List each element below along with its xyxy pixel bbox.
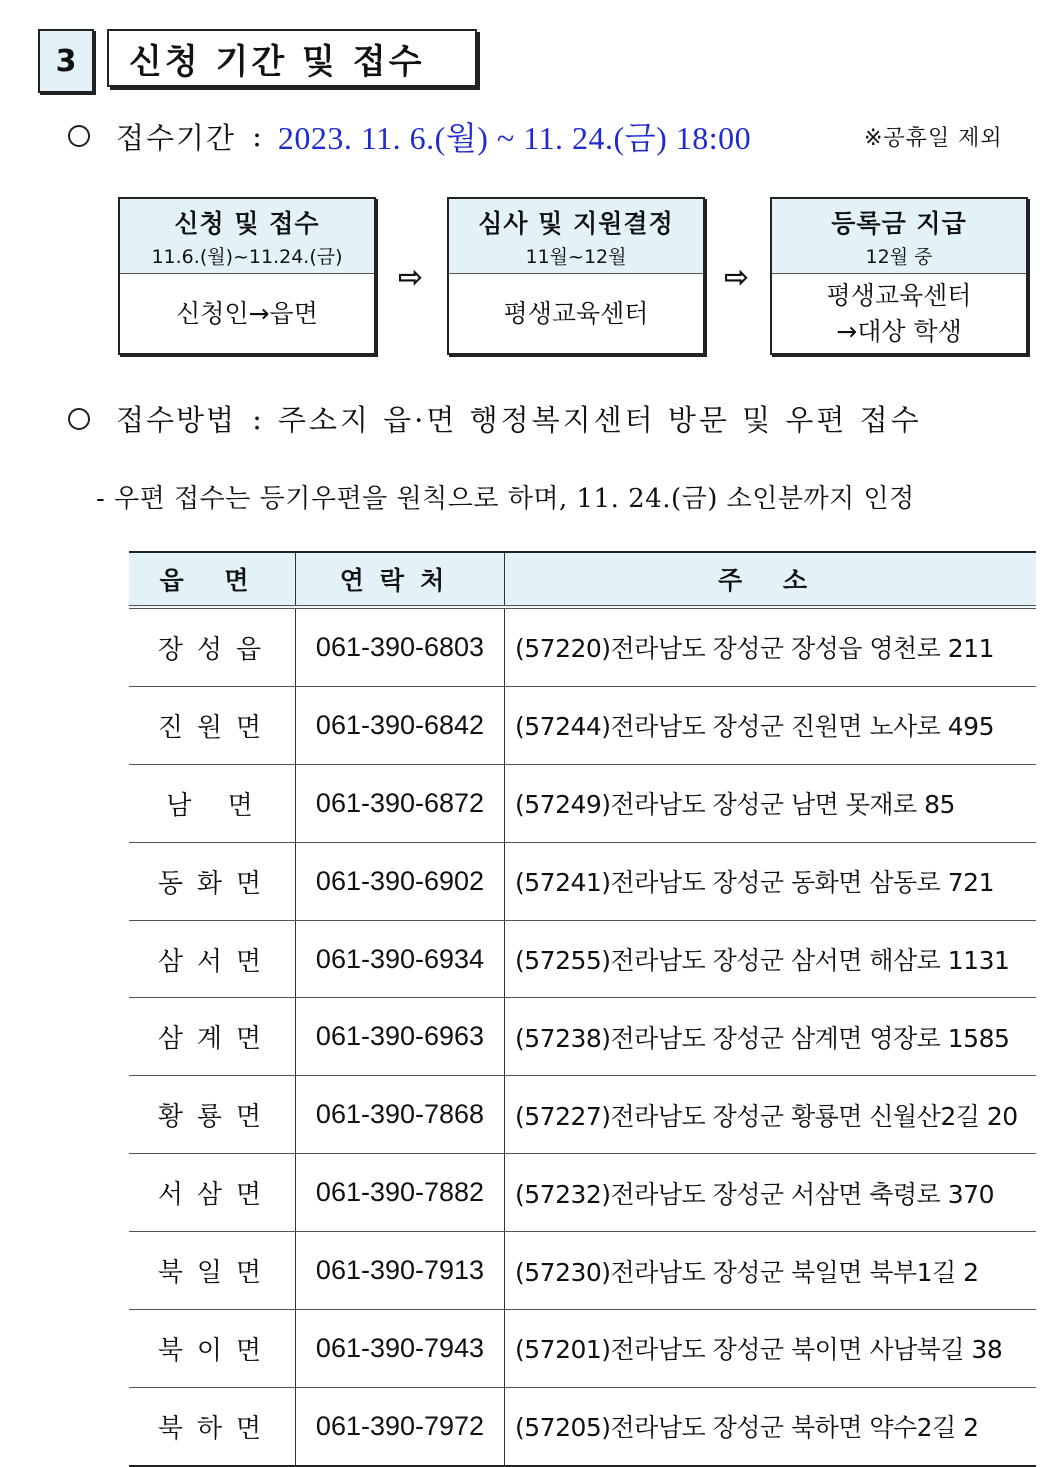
header-name: 읍 면: [129, 552, 296, 607]
row-name: 북하면: [129, 1387, 296, 1465]
row-phone: 061-390-7868: [296, 1076, 505, 1154]
row-address: (57238)전라남도 장성군 삼계면 영장로 1585: [505, 998, 1037, 1076]
process-step-title: 등록금 지급: [831, 208, 967, 238]
table-row: [129, 1232, 1036, 1310]
row-name: 삼서면: [129, 920, 296, 998]
table-row: [129, 842, 1036, 920]
row-name: 서삼면: [129, 1154, 296, 1232]
row-address: (57241)전라남도 장성군 동화면 삼동로 721: [505, 842, 1037, 920]
row-phone: 061-390-6842: [296, 686, 505, 764]
table-row: [129, 1154, 1036, 1232]
row-phone: 061-390-7972: [296, 1387, 505, 1465]
method-colon: :: [252, 401, 262, 436]
process-step-review: [447, 197, 705, 355]
right-arrow-icon: ⇨: [398, 260, 424, 295]
row-name: 진원면: [129, 686, 296, 764]
row-address: (57255)전라남도 장성군 삼서면 해삼로 1131: [505, 920, 1037, 998]
period-label: 접수기간: [116, 120, 237, 155]
row-phone: 061-390-6872: [296, 764, 505, 842]
row-name: 장성읍: [129, 607, 296, 686]
row-address: (57205)전라남도 장성군 북하면 약수2길 2: [505, 1387, 1037, 1465]
method-line: [68, 398, 922, 439]
process-step-body: 평생교육센터: [503, 299, 649, 328]
row-address: (57244)전라남도 장성군 진원면 노사로 495: [505, 686, 1037, 764]
circle-bullet-icon: [68, 408, 90, 430]
row-name: 북이면: [129, 1310, 296, 1388]
process-step-body: 신청인→읍면: [176, 299, 318, 328]
period-line: [68, 113, 751, 159]
table-row: [129, 1076, 1036, 1154]
process-step-date: 12월 중: [865, 245, 933, 268]
circle-bullet-icon: [68, 125, 90, 147]
row-name: 황룡면: [129, 1076, 296, 1154]
section-number: 3: [38, 29, 94, 93]
row-phone: 061-390-7943: [296, 1310, 505, 1388]
row-name: 북일면: [129, 1232, 296, 1310]
row-phone: 061-390-7913: [296, 1232, 505, 1310]
process-step-body: 평생교육센터 →대상 학생: [826, 281, 972, 346]
contact-table: [129, 551, 1036, 1467]
row-phone: 061-390-6934: [296, 920, 505, 998]
process-step-apply: [118, 197, 376, 355]
table-header-row: [129, 552, 1036, 607]
process-step-date: 11월~12월: [525, 245, 627, 268]
table-row: [129, 686, 1036, 764]
process-step-head: [772, 199, 1026, 274]
row-phone: 061-390-6803: [296, 607, 505, 686]
method-value: 주소지 읍·면 행정복지센터 방문 및 우편 접수: [277, 403, 922, 437]
table-row: [129, 764, 1036, 842]
process-step-head: [120, 199, 374, 274]
row-address: (57227)전라남도 장성군 황룡면 신월산2길 20: [505, 1076, 1037, 1154]
period-value: 2023. 11. 6.(월) ~ 11. 24.(금) 18:00: [277, 120, 752, 156]
table-row: [129, 1310, 1036, 1388]
header-phone: 연락처: [296, 552, 505, 607]
period-note: ※공휴일 제외: [864, 126, 1003, 151]
row-address: (57230)전라남도 장성군 북일면 북부1길 2: [505, 1232, 1037, 1310]
process-step-date: 11.6.(월)~11.24.(금): [151, 245, 343, 268]
method-label: 접수방법: [116, 403, 237, 437]
table-row: [129, 607, 1036, 686]
row-address: (57249)전라남도 장성군 남면 못재로 85: [505, 764, 1037, 842]
header-address: 주 소: [505, 552, 1037, 607]
row-name: 동화면: [129, 842, 296, 920]
row-name: 삼계면: [129, 998, 296, 1076]
period-colon: :: [252, 119, 262, 153]
row-address: (57201)전라남도 장성군 북이면 사남북길 38: [505, 1310, 1037, 1388]
method-sub-note: - 우편 접수는 등기우편을 원칙으로 하며, 11. 24.(금) 소인분까지 인정: [96, 484, 915, 514]
process-step-payment: [770, 197, 1028, 355]
table-row: [129, 998, 1036, 1076]
section-title: 신청 기간 및 접수: [107, 29, 477, 87]
table-row: [129, 1387, 1036, 1465]
process-step-head: [449, 199, 703, 274]
row-name: 남 면: [129, 764, 296, 842]
row-phone: 061-390-6963: [296, 998, 505, 1076]
row-address: (57232)전라남도 장성군 서삼면 축령로 370: [505, 1154, 1037, 1232]
row-phone: 061-390-7882: [296, 1154, 505, 1232]
row-address: (57220)전라남도 장성군 장성읍 영천로 211: [505, 607, 1037, 686]
row-phone: 061-390-6902: [296, 842, 505, 920]
process-step-title: 신청 및 접수: [174, 208, 320, 238]
process-step-title: 심사 및 지원결정: [478, 208, 674, 238]
table-row: [129, 920, 1036, 998]
right-arrow-icon: ⇨: [724, 260, 750, 295]
